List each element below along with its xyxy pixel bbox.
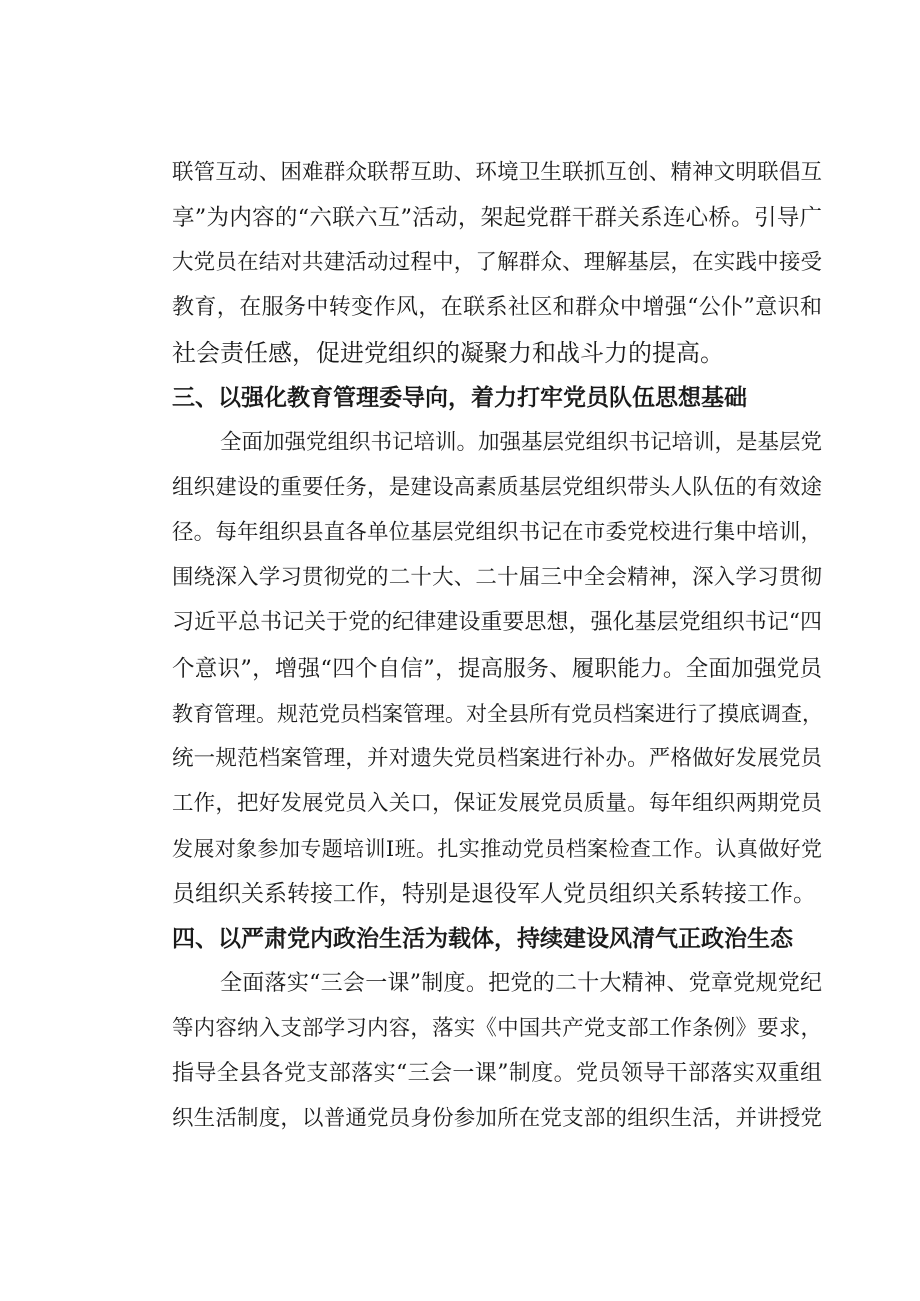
paragraph-line: 工作，把好发展党员入关口，保证发展党员质量。每年组织两期党员 [172, 791, 822, 816]
paragraph-line: 发展对象参加专题培训I班。扎实推动党员档案检查工作。认真做好党 [172, 837, 822, 861]
paragraph-line: 等内容纳入支部学习内容，落实《中国共产党支部工作条例》要求， [172, 1016, 822, 1041]
paragraph-line: 统一规范档案管理，并对遗失党员档案进行补办。严格做好发展党员 [172, 746, 822, 771]
paragraph-line: 享”为内容的“六联六互”活动，架起党群干群关系连心桥。引导广 [172, 205, 822, 231]
paragraph-line: 全面加强党组织书记培训。加强基层党组织书记培训，是基层党 [220, 430, 823, 455]
section-heading: 四、以严肃党内政治生活为载体，持续建设风清气正政治生态 [172, 926, 793, 952]
paragraph-line: 习近平总书记关于党的纪律建设重要思想，强化基层党组织书记“四 [172, 610, 822, 635]
paragraph-line: 员组织关系转接工作，特别是退役军人党员组织关系转接工作。 [172, 881, 816, 907]
paragraph-line: 围绕深入学习贯彻党的二十大、二十届三中全会精神，深入学习贯彻 [172, 565, 822, 590]
paragraph-line: 全面落实“三会一课”制度。把党的二十大精神、党章党规党纪 [220, 971, 822, 996]
paragraph-line: 织生活制度，以普通党员身份参加所在党支部的组织生活，并讲授党 [172, 1106, 822, 1131]
paragraph-line: 个意识”，增强“四个自信”，提高服务、履职能力。全面加强党员 [172, 656, 822, 682]
paragraph-line: 指导全县各党支部落实“三会一课”制度。党员领导干部落实双重组 [172, 1061, 822, 1086]
paragraph-line: 教育管理。规范党员档案管理。对全县所有党员档案进行了摸底调查， [172, 702, 823, 726]
paragraph-line: 联管互动、困难群众联帮互助、环境卫生联抓互创、精神文明联倡互 [172, 160, 822, 185]
paragraph-line: 大党员在结对共建活动过程中，了解群众、理解基层，在实践中接受 [172, 250, 822, 275]
paragraph-line: 径。每年组织县直各单位基层党组织书记在市委党校进行集中培训， [172, 520, 822, 545]
paragraph-line: 社会责任感，促进党组织的凝聚力和战斗力的提高。 [172, 339, 724, 367]
paragraph-line: 组织建设的重要任务，是建设高素质基层党组织带头人队伍的有效途 [172, 475, 822, 500]
paragraph-line: 教育，在服务中转变作风，在联系社区和群众中增强“公仆”意识和 [172, 295, 822, 320]
section-heading: 三、以强化教育管理委导向，着力打牢党员队伍思想基础 [172, 385, 747, 411]
